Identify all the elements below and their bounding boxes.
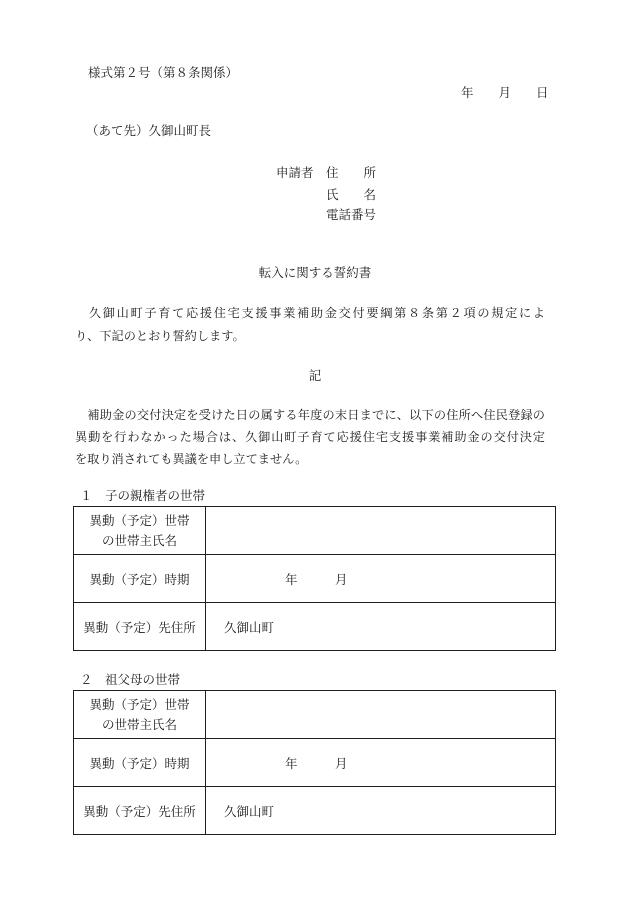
destination-address-value-cell	[206, 787, 555, 834]
household-head-row	[74, 507, 555, 554]
note-heading: 記	[308, 368, 322, 383]
move-timing-label: 異動（予定）時期	[74, 739, 206, 786]
household-head-row	[74, 691, 555, 738]
pledge-line: 補助金の交付決定を受けた日の属する年度の末日までに、以下の住所へ住民登録の	[75, 408, 545, 422]
household-head-label-line: 異動（予定）世帯	[89, 512, 190, 528]
intro-line: 久御山町子育て応援住宅支援事業補助金交付要綱第８条第２項の規定によ	[75, 306, 545, 320]
household-head-label-line: の世帯主氏名	[101, 716, 177, 732]
applicant-name-label: 氏 名	[326, 187, 377, 202]
document-title: 転入に関する誓約書	[258, 265, 372, 280]
form-number: 様式第２号（第８条関係）	[88, 65, 239, 80]
timing-year-unit: 年	[285, 571, 298, 587]
section-2-table	[73, 690, 556, 835]
pledge-line: 異動を行わなかった場合は、久御山町子育て応援住宅支援事業補助金の交付決定	[75, 430, 545, 444]
household-head-label	[74, 691, 206, 738]
timing-year-unit: 年	[285, 755, 298, 771]
addressee: （あて先）久御山町長	[86, 123, 212, 138]
move-timing-label: 異動（予定）時期	[74, 555, 206, 602]
household-head-label	[74, 507, 206, 554]
destination-address-label: 異動（予定）先住所	[74, 787, 206, 834]
destination-town-prefix: 久御山町	[224, 803, 275, 819]
household-head-value-cell	[206, 507, 555, 554]
timing-month-unit: 月	[335, 571, 348, 587]
section-1-heading: １ 子の親権者の世帯	[80, 488, 206, 503]
household-head-value-cell	[206, 691, 555, 738]
household-head-label-line: 異動（予定）世帯	[89, 696, 190, 712]
applicant-label: 申請者	[276, 165, 314, 180]
household-head-label-line: の世帯主氏名	[101, 532, 177, 548]
section-2-heading: ２ 祖父母の世帯	[80, 672, 181, 687]
destination-address-value-cell	[206, 603, 555, 650]
destination-address-row	[74, 602, 555, 650]
move-timing-value-cell	[206, 739, 555, 786]
applicant-address-label: 住 所	[326, 165, 377, 180]
destination-town-prefix: 久御山町	[224, 619, 275, 635]
date-line: 年 月 日	[461, 85, 549, 100]
move-timing-row	[74, 554, 555, 602]
move-timing-row	[74, 738, 555, 786]
timing-month-unit: 月	[335, 755, 348, 771]
destination-address-row	[74, 786, 555, 834]
destination-address-label: 異動（予定）先住所	[74, 603, 206, 650]
intro-line: り、下記のとおり誓約します。	[75, 329, 245, 343]
section-1-table	[73, 506, 556, 651]
move-timing-value-cell	[206, 555, 555, 602]
applicant-phone-label: 電話番号	[326, 207, 377, 222]
pledge-line: を取り消されても異議を申し立てません。	[75, 452, 308, 466]
